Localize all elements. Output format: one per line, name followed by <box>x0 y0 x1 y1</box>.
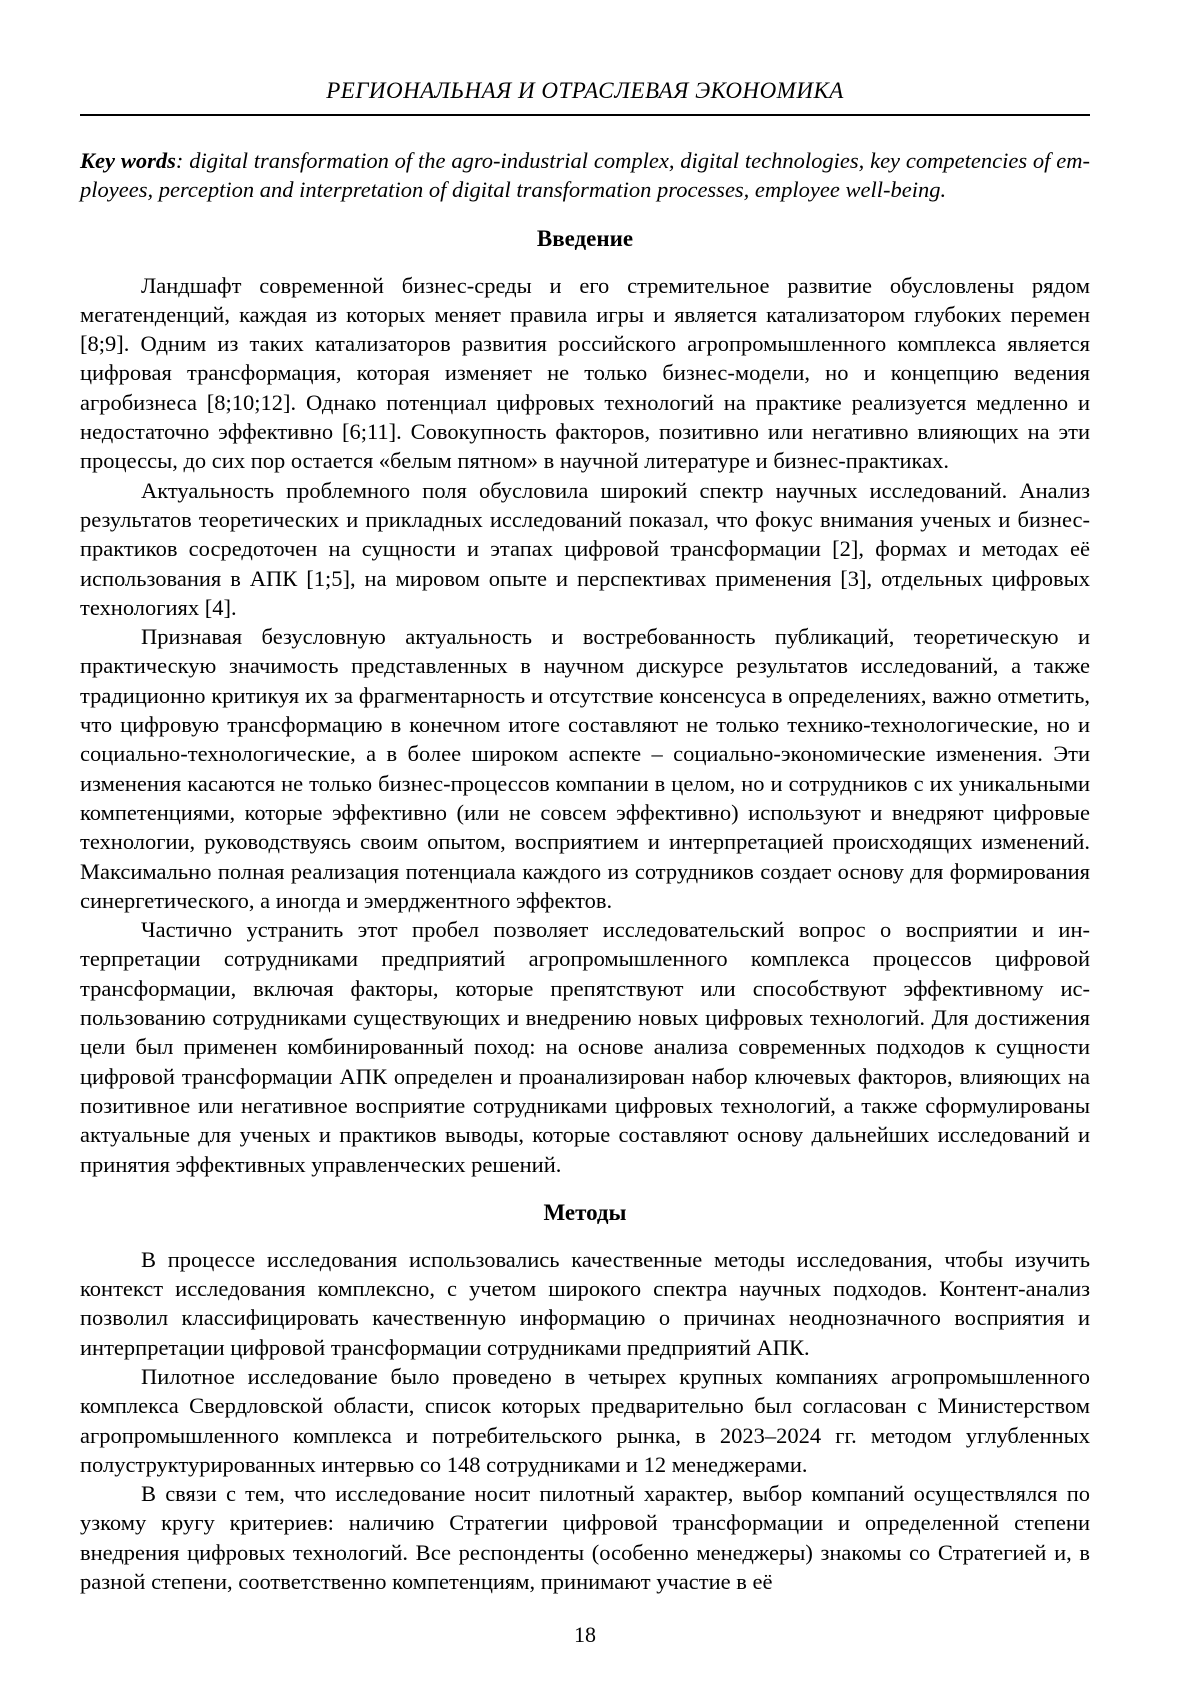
page-number: 18 <box>574 1622 596 1648</box>
section-heading-methods: Методы <box>543 1199 627 1225</box>
introduction-paragraph-2: Актуальность проблемного поля обусловила широкий спектр научных исследований. Анализ результатов теоретических и прикладных исследований показал, что фокус внимания ученых и бизнес-практиков сосредоточен на сущности и этапах цифровой трансформации [2], формах и методах её использования в АПК [1;5], на мировом опыте и перспективах применения [3], отдельных цифровых технологиях [4]. <box>80 477 1090 620</box>
methods-paragraph-1: В процессе исследования использовались качественные методы исследования, чтобы изучить контекст исследования комплексно, с учетом широкого спектра научных подходов. Контент-анализ позволил классифицировать качественную информацию о причинах неоднозначного восприятия и интерпретации цифровой трансформации сотрудниками предприятий АПК. <box>80 1246 1090 1360</box>
keywords-text: : digital transformation of the agro-industrial complex, digital technologies, key competencies of employees, perception and interpretation of digital transformation processes, employee well-being. <box>80 148 1091 203</box>
methods-paragraph-2: Пилотное исследование было проведено в четырех крупных компаниях агропромышленного комплекса Свердловской области, список которых предварительно был согласован с Министерством агропромышленного комплекса и потребительского рынка, в 2023–2024 гг. методом углубленных полуструктурированных интервью со 148 сотрудниками и 12 менеджерами. <box>80 1363 1090 1477</box>
methods-paragraph-3: В связи с тем, что исследование носит пилотный характер, выбор компаний осуществлялся по узкому кругу критериев: наличию Стратегии цифровой трансформации и определенной степени внедрения цифровых технологий. Все респонденты (особенно менеджеры) знакомы со Стратегией и, в разной степени, соответственно компетенциям, принимают участие в её <box>80 1481 1090 1595</box>
running-head: РЕГИОНАЛЬНАЯ И ОТРАСЛЕВАЯ ЭКОНОМИКА <box>80 78 1090 116</box>
keywords-paragraph <box>80 146 1090 205</box>
introduction-paragraph-4: Частично устранить этот пробел позволяет исследовательский вопрос о восприятии и интерпретации сотрудниками предприятий агропромышленного комплекса процессов цифровой трансформации, включая факторы, которые препятствуют или способствуют эффективному использованию сотрудниками существующих и внедрению новых цифровых технологий. Для достижения цели был применен комбинированный поход: на основе анализа современных подходов к сущности цифровой трансформации АПК определен и проанализирован набор ключевых факторов, влияющих на позитивное или негативное восприятие сотрудниками цифровых технологий, а также сформулированы актуальные для ученых и практиков выводы, которые составляют основу дальнейших исследований и принятия эффективных управленческих решений. <box>80 917 1090 1177</box>
section-heading-introduction: Введение <box>536 225 634 251</box>
introduction-paragraph-1: Ландшафт современной бизнес-среды и его стремительное развитие обусловлены рядом мегатенденций, каждая из которых меняет правила игры и является катализатором глубоких перемен [8;9]. Одним из таких катализаторов развития российского агропромышленного комплекса является цифровая трансформация, которая изменяет не только бизнес-модели, но и концепцию ведения агробизнеса [8;10;12]. Однако потенциал цифровых технологий на практике реализуется медленно и недостаточно эффективно [6;11]. Совокупность факторов, позитивно или негативно влияющих на эти процессы, до сих пор остается «белым пятном» в научной литературе и бизнес-практиках. <box>80 272 1090 474</box>
introduction-paragraph-3: Признавая безусловную актуальность и востребованность публикаций, теоретическую и практическую значимость представленных в научном дискурсе результатов исследований, а также традиционно критикуя их за фрагментарность и отсутствие консенсуса в определениях, важно отметить, что цифровую трансформацию в конечном итоге составляют не только технико-технологические, но и социально-технологические, а в более широком аспекте – социально-экономические изменения. Эти изменения касаются не только бизнес-процессов компании в целом, но и сотрудников с их уникальными компетенциями, которые эффективно (или не совсем эффективно) используют и внедряют цифровые технологии, руководствуясь своим опытом, восприятием и интерпретацией происходящих изменений. Максимально полная реализация потенциала каждого из сотрудников создает основу для формирования синергетического, а иногда и эмерджентного эффектов. <box>80 624 1090 913</box>
keywords-label: Key words <box>80 148 176 173</box>
